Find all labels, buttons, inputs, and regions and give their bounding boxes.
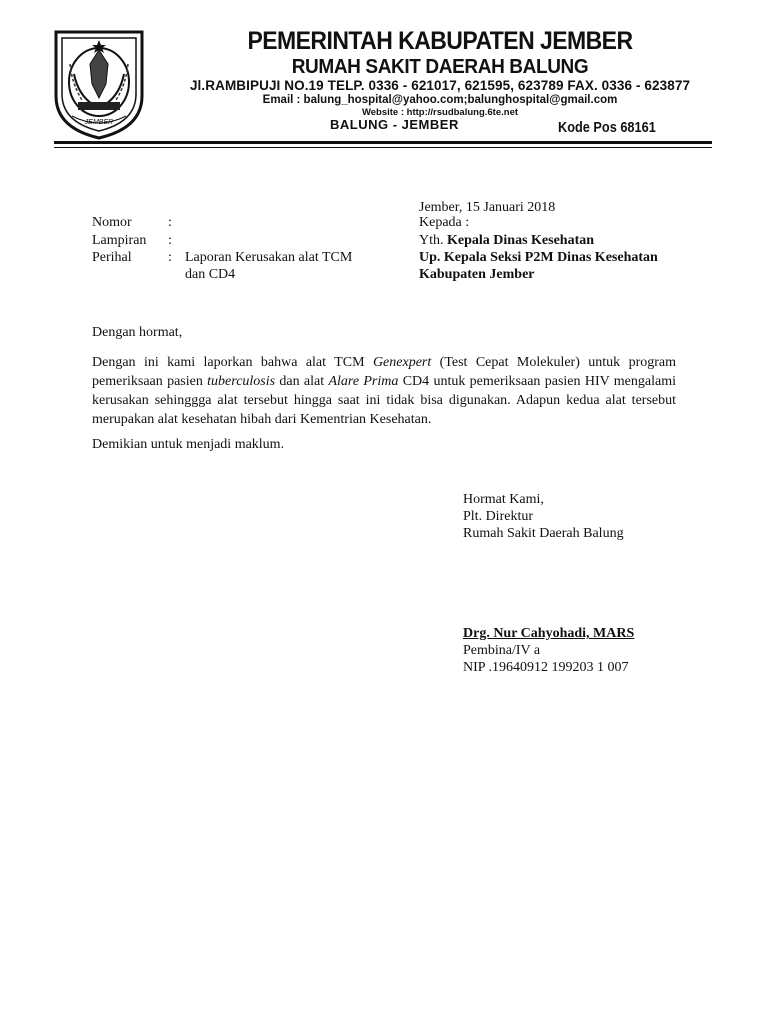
letterhead-website: Website : http://rsudbalung.6te.net: [361, 107, 519, 118]
letter-date: Jember, 15 Januari 2018: [419, 200, 556, 215]
nomor-label: Nomor: [92, 215, 132, 230]
body-italic-alare-prima: Alare Prima: [328, 374, 399, 389]
body-text-2: (Test Cepat Molekuler) untuk program pemeriksaan pasien: [92, 355, 676, 389]
perihal-value-line2: dan CD4: [185, 267, 236, 282]
body-italic-tuberculosis: tuberculosis: [207, 374, 276, 389]
letterhead-government: PEMERINTAH KABUPATEN JEMBER: [247, 27, 633, 55]
jember-regency-logo-icon: [48, 24, 150, 142]
lampiran-label: Lampiran: [92, 233, 147, 248]
body-text-3: dan alat: [275, 374, 329, 389]
recipient-line2: Up. Kepala Seksi P2M Dinas Kesehatan: [419, 250, 658, 265]
letterhead: [150, 26, 730, 119]
letterhead-divider: [54, 141, 712, 144]
perihal-label: Perihal: [92, 250, 132, 265]
recipient-kepada: Kepada :: [419, 215, 470, 230]
nomor-colon: :: [168, 215, 172, 230]
signature-title: Plt. Direktur: [463, 509, 533, 524]
body-text-1: Dengan ini kami laporkan bahwa alat TCM: [92, 355, 373, 370]
perihal-value-line1: Laporan Kerusakan alat TCM: [185, 250, 353, 265]
body-italic-genexpert: Genexpert: [372, 355, 432, 370]
letterhead-city: BALUNG - JEMBER: [330, 117, 459, 132]
perihal-colon: :: [168, 250, 172, 265]
body-paragraph: [92, 353, 676, 429]
recipient-yth: Yth.: [419, 233, 444, 248]
logo-text: JEMBER: [84, 119, 114, 126]
recipient-name: Kepala Dinas Kesehatan: [447, 233, 595, 248]
signature-salutation: Hormat Kami,: [463, 492, 544, 507]
closing-sentence: Demikian untuk menjadi maklum.: [92, 437, 285, 452]
signer-rank: Pembina/IV a: [463, 643, 541, 658]
lampiran-colon: :: [168, 233, 172, 248]
signature-organization: Rumah Sakit Daerah Balung: [463, 526, 624, 541]
greeting: Dengan hormat,: [92, 325, 183, 340]
letterhead-postal-code: Kode Pos 68161: [558, 119, 656, 136]
recipient-line3: Kabupaten Jember: [419, 267, 535, 282]
signer-nip: NIP .19640912 199203 1 007: [463, 660, 629, 675]
letterhead-hospital-name: RUMAH SAKIT DAERAH BALUNG: [291, 56, 589, 78]
recipient-line1: [419, 232, 594, 250]
letterhead-address: Jl.RAMBIPUJI NO.19 TELP. 0336 - 621017, 621595, 623789 FAX. 0336 - 623877: [189, 78, 691, 93]
signer-name: Drg. Nur Cahyohadi, MARS: [463, 626, 635, 641]
body-text-4: CD4 untuk pemeriksaan pasien HIV mengalami kerusakan sehinggga alat tersebut hingga saat ini tidak bisa digunakan. Adapun kedua alat tersebut merupakan alat kesehatan hibah dari Kementrian Kesehatan.: [92, 374, 676, 427]
letterhead-divider-thin: [54, 147, 712, 148]
letterhead-email: Email : balung_hospital@yahoo.com;balunghospital@gmail.com: [262, 94, 618, 106]
